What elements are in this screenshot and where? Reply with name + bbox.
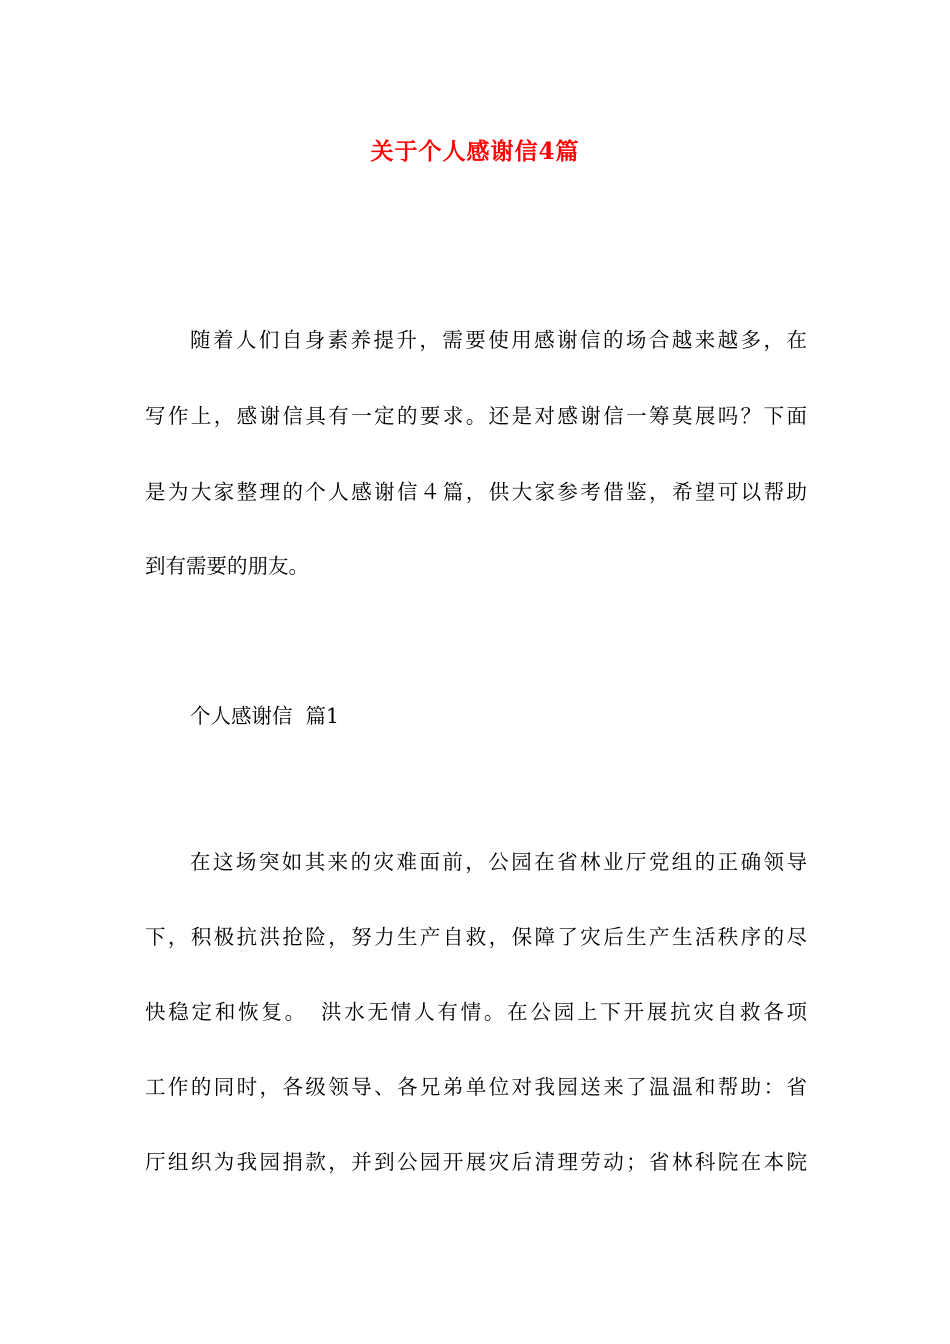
body-line: 工作的同时，各级领导、各兄弟单位对我园送来了温温和帮助：省 (145, 1075, 807, 1099)
intro-line: 是为大家整理的个人感谢信４篇，供大家参考借鉴，希望可以帮助 (145, 480, 807, 504)
intro-line: 到有需要的朋友。 (145, 554, 309, 578)
body-line: 在这场突如其来的灾难面前，公园在省林业厅党组的正确领导 (190, 850, 807, 874)
body-line: 厅组织为我园捐款，并到公园开展灾后清理劳动；省林科院在本院 (145, 1150, 807, 1174)
intro-line: 随着人们自身素养提升，需要使用感谢信的场合越来越多，在 (190, 328, 807, 352)
section-heading: 个人感谢信 篇1 (190, 704, 340, 728)
document-title: 关于个人感谢信4篇 (370, 138, 580, 165)
body-line: 快稳定和恢复。 洪水无情人有情。在公园上下开展抗灾自救各项 (145, 1000, 807, 1024)
intro-line: 写作上，感谢信具有一定的要求。还是对感谢信一筹莫展吗？下面 (145, 404, 807, 428)
body-line: 下，积极抗洪抢险，努力生产自救，保障了灾后生产生活秩序的尽 (145, 925, 807, 949)
